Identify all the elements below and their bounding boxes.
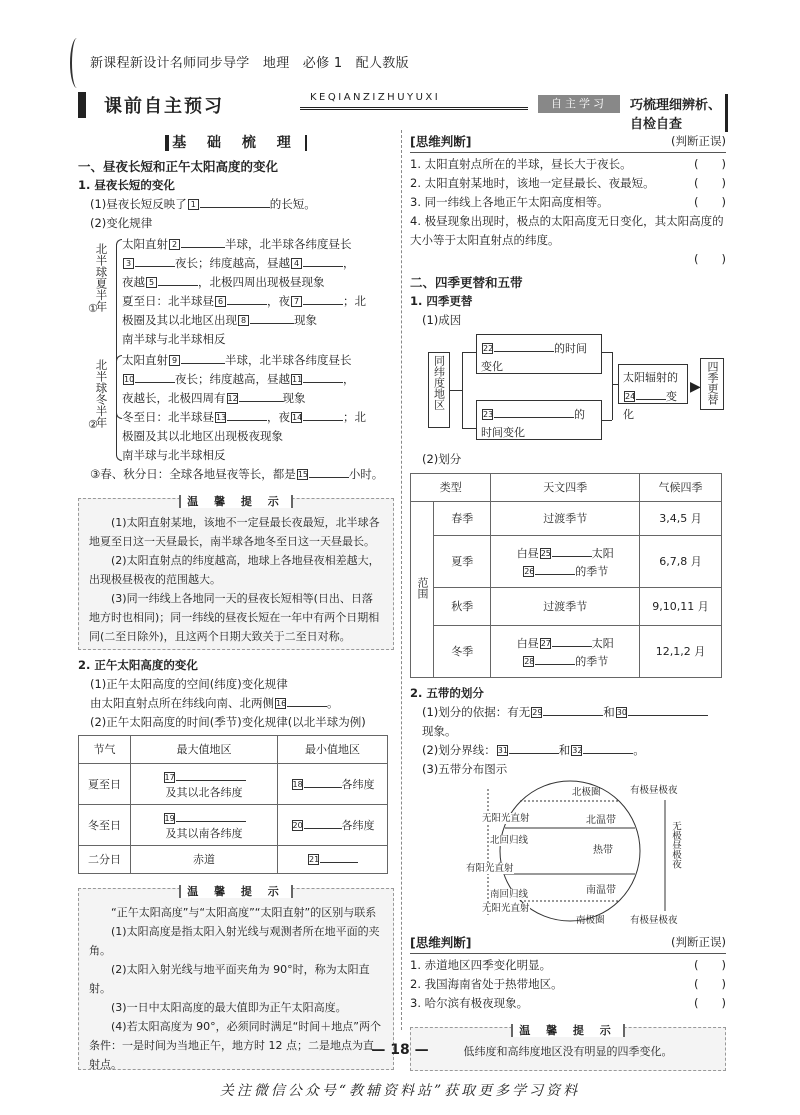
summer-block	[78, 235, 394, 349]
tip-2-p1: (1)太阳高度是指太阳入射光线与观测者所在地平面的夹角。	[89, 925, 380, 957]
noon-altitude-table	[78, 735, 388, 874]
judge-item: 1. 赤道地区四季变化明显。 ( )	[410, 956, 726, 975]
section-bar-pinyin: KEQIANZIZHUYUXI	[310, 92, 441, 103]
judge-1-header	[410, 132, 726, 152]
topic-1-heading: 一、昼夜长短和正午太阳高度的变化	[78, 159, 279, 174]
winter-label: 北半球冬半年	[94, 359, 109, 428]
south-circle-label: 南极圈	[576, 915, 605, 926]
tip-3-title: 温 馨 提 示	[421, 1021, 715, 1040]
table-header: 类型	[411, 474, 491, 502]
summer-line-5: 极圈及其以北地区出现 8 现象	[122, 313, 317, 327]
tip-1-title: 温 馨 提 示	[89, 492, 383, 511]
judge-item: 3. 同一纬线上各地正午太阳高度相等。 ( )	[410, 193, 726, 212]
answer-paren[interactable]: ( )	[694, 958, 726, 972]
book-title: 新课程新设计名师同步导学 地理 必修 1 配人教版	[90, 56, 409, 71]
right-column	[410, 132, 726, 1071]
section-bar-title: 课前自主预习	[78, 92, 224, 118]
summer-line-6: 南半球与北半球相反	[122, 332, 226, 346]
winter-brace	[116, 355, 122, 461]
promo-text: 关注微信公众号“教辅资料站”获取更多学习资料	[219, 1083, 581, 1099]
tip-1-p1: (1)太阳直射某地，该地不一定昼最长夜最短，北半球各地夏至日这一天昼最长，南半球各地冬至日这一天昼最长。	[89, 516, 380, 548]
judge-2-title: [思维判断]	[410, 935, 472, 950]
q1b: 由太阳直射点所在纬线向南、北两侧 16 。	[90, 696, 339, 710]
answer-paren[interactable]: ( )	[694, 157, 726, 171]
north-circle-label: 北极圈	[572, 787, 601, 798]
arrow-icon: ▶	[690, 379, 701, 395]
table-row: 范围 春季 过渡季节 3,4,5 月	[411, 502, 722, 536]
tropic-n-label: 北回归线	[490, 835, 529, 846]
tip-2-p2: (2)太阳入射光线与地平面夹角为 90°时，称为太阳直射。	[89, 963, 370, 995]
section-bar-rule	[300, 107, 528, 110]
summer-line-4: 夏至日：北半球昼 6 ，夜 7 ；北	[122, 294, 366, 308]
season-table	[410, 473, 722, 678]
judge-item	[410, 250, 726, 269]
five-zones-diagram	[410, 779, 726, 927]
table-row: 夏至日 17 及其以北各纬度 18 各纬度	[79, 764, 388, 805]
judge-item: 1. 太阳直射点所在的半球，昼长大于夜长。 ( )	[410, 155, 726, 174]
p1: (1)昼夜长短反映了 1 的长短。	[90, 197, 316, 211]
zones-basis-cont: 现象。	[422, 724, 457, 738]
north-temperate-label: 北温带	[586, 815, 616, 826]
judge-2-header	[410, 933, 726, 953]
answer-paren[interactable]: ( )	[694, 252, 726, 266]
summer-label: 北半球夏半年	[94, 243, 109, 312]
winter-line-1: 太阳直射 9 半球，北半球各纬度昼长	[122, 353, 352, 367]
sub-1-heading: 1. 昼夜长短的变化	[78, 178, 175, 192]
no-direct-n-label: 无阳光直射	[482, 813, 530, 824]
page-number: — 18 —	[371, 1042, 429, 1058]
summer-line-3: 夜越 5 ，北极四周出现极昼现象	[122, 275, 325, 289]
left-column	[78, 134, 394, 1070]
winter-line-3: 夜越长，北极四周有 12 现象	[122, 391, 306, 405]
zones-heading: 2. 五带的划分	[410, 686, 484, 700]
tip-1-p3: (3)同一纬线上各地同一天的昼夜长短相等(日出、日落地方时也相同)；同一纬线的昼夜长短在一年中有两个日期相同(二至日除外)，且这两个日期大致关于二至日对称。	[89, 592, 380, 643]
divide-label: (2)划分	[422, 452, 462, 466]
table-row: 二分日 赤道 21	[79, 846, 388, 874]
zones-basis: (1)划分的依据：有无 29 和 30	[410, 703, 726, 722]
table-header: 气候四季	[640, 474, 722, 502]
winter-line-4: 冬至日：北半球昼 13 ，夜 14 ；北	[122, 410, 366, 424]
no-polar-label: 无极昼极夜	[670, 821, 681, 869]
column-divider	[401, 130, 402, 1030]
section-bar-tagline: 巧梳理细辨析、自检自查	[630, 94, 728, 132]
zones-diagram-label: (3)五带分布图示	[422, 762, 508, 776]
winter-line-2: 10 夜长；纬度越高，昼越 11 ，	[124, 372, 355, 386]
tropic-s-label: 南回归线	[490, 889, 529, 900]
table-row: 冬至日 19 及其以南各纬度 20 各纬度	[79, 805, 388, 846]
table-header: 天文四季	[491, 474, 640, 502]
polar-n-label: 有极昼极夜	[630, 781, 678, 800]
table-row: 夏季 白昼 25 太阳 26 的季节 6,7,8 月	[411, 536, 722, 588]
polar-s-label: 有极昼极夜	[630, 911, 678, 930]
cause-label: (1)成因	[422, 313, 462, 327]
winter-line-6: 南半球与北半球相反	[122, 448, 226, 462]
summer-marker: ①	[88, 302, 98, 315]
tip-2-p3: (3)一日中太阳高度的最大值即为正午太阳高度。	[111, 1001, 347, 1014]
answer-paren[interactable]: ( )	[694, 977, 726, 991]
winter-marker: ②	[88, 418, 98, 431]
tip-2-title: 温 馨 提 示	[89, 882, 383, 901]
tip-2-p4: (4)若太阳高度为 90°，必须同时满足“时间＋地点”两个条件：一是时间为当地正午，地方时 12 点；二是地点为直射点。	[89, 1020, 381, 1071]
judge-item: 2. 太阳直射某地时，该地一定昼最长、夜最短。 ( )	[410, 174, 726, 193]
p2: (2)变化规律	[90, 216, 153, 230]
tip-box-1	[78, 495, 394, 650]
no-direct-s-label: 无阳光直射	[482, 903, 530, 914]
q2: (2)正午太阳高度的时间(季节)变化规律(以北半球为例)	[90, 715, 366, 729]
season-cause-diagram	[410, 334, 726, 444]
diagram-box-22: 22 的时间 变化	[476, 334, 602, 374]
south-temperate-label: 南温带	[586, 885, 616, 896]
judge-hint: (判断正误)	[671, 935, 726, 949]
winter-block	[78, 351, 394, 465]
sub-2-heading: 2. 正午太阳高度的变化	[78, 658, 198, 672]
tip-1-p2: (2)太阳直射点的纬度越高，地球上各地昼夜相差越大，出现极昼极夜的范围越大。	[89, 554, 380, 586]
winter-line-5: 极圈及其以北地区出现极夜现象	[122, 429, 283, 443]
header-bracket-decoration	[70, 38, 84, 88]
topic-2-heading: 二、四季更替和五带	[410, 275, 523, 290]
table-row: 冬季 白昼 27 太阳 28 的季节 12,1,2 月	[411, 626, 722, 678]
answer-paren[interactable]: ( )	[694, 176, 726, 190]
tropic-zone-label: 热带	[593, 845, 613, 856]
answer-paren[interactable]: ( )	[694, 996, 726, 1010]
table-header: 节气	[79, 736, 131, 764]
judge-item: 3. 哈尔滨有极夜现象。 ( )	[410, 994, 726, 1013]
judge-hint: (判断正误)	[671, 134, 726, 148]
section-bar-badge: 自主学习	[538, 95, 620, 113]
diagram-right-box: 四季更替	[700, 358, 724, 410]
tip-3-p: 低纬度和高纬度地区没有明显的四季变化。	[463, 1045, 673, 1058]
blank[interactable]	[200, 195, 270, 208]
answer-paren[interactable]: ( )	[694, 195, 726, 209]
table-row: 秋季 过渡季节 9,10,11 月	[411, 588, 722, 626]
q1: (1)正午太阳高度的空间(纬度)变化规律	[90, 677, 288, 691]
table-header: 最小值地区	[278, 736, 388, 764]
summer-line-1: 太阳直射 2 半球，北半球各纬度昼长	[122, 237, 352, 251]
summer-line-2: 3 夜长；纬度越高，昼越 4 ，	[122, 254, 394, 273]
judge-1-title: [思维判断]	[410, 134, 472, 149]
diagram-box-23: 23 的 时间变化	[476, 400, 602, 440]
equinox-line: ③春、秋分日：全球各地昼夜等长，都是 15 小时。	[90, 467, 384, 481]
judge-item: 2. 我国海南省处于热带地区。 ( )	[410, 975, 726, 994]
judge-item: 4. 极昼现象出现时，极点的太阳高度无日变化，其太阳高度的大小等于太阳直射点的纬度。	[410, 214, 724, 247]
seasons-heading: 1. 四季更替	[410, 294, 473, 308]
diagram-mid-box: 太阳辐射的 24 变化	[618, 364, 688, 404]
zones-boundary: (2)划分界线： 31 和 32 。	[422, 743, 645, 757]
basic-review-title: 基 础 梳 理	[78, 134, 394, 153]
table-header: 最大值地区	[131, 736, 278, 764]
direct-label: 有阳光直射	[466, 863, 514, 874]
tip-2-p0: “正午太阳高度”与“太阳高度”“太阳直射”的区别与联系	[111, 906, 377, 919]
earth-circle	[500, 781, 640, 921]
section-bar	[78, 92, 728, 132]
diagram-left-box: 同纬度地区	[428, 352, 450, 428]
